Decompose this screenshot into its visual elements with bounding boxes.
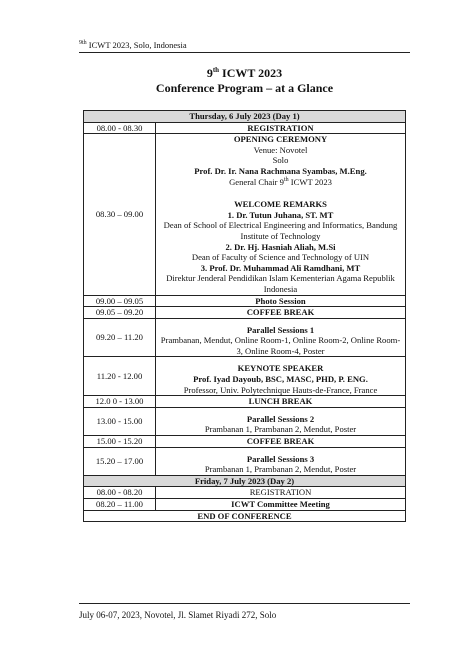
table-row (84, 396, 406, 408)
title-sup: th (212, 66, 220, 74)
day1-header: Thursday, 6 July 2023 (Day 1) (84, 111, 406, 123)
event-cell (156, 447, 406, 475)
session-rooms: Prambanan, Mendut, Online Room-1, Online Room-2, Online Room-3, Online Room-4, Poster (160, 335, 401, 356)
time-cell: 15.00 - 15.20 (84, 436, 156, 448)
table-row (84, 436, 406, 448)
opening-role (158, 177, 403, 188)
event-cell: REGISTRATION (156, 487, 406, 499)
table-row (84, 307, 406, 319)
welcome-speaker-1: 1. Dr. Tutun Juhana, ST. MT (227, 209, 334, 220)
welcome-role-2: Dean of Faculty of Science and Technology of UIN (191, 252, 370, 263)
title-line1 (79, 66, 410, 81)
table-row (84, 510, 406, 522)
table-row (84, 134, 406, 295)
keynote-speaker: Prof. Iyad Dayoub, BSC, MASC, PHD, P. ENG. (193, 374, 368, 385)
title-num: 9 (206, 66, 213, 80)
title-line2: Conference Program – at a Glance (155, 81, 334, 95)
time-cell: 09.20 – 11.20 (84, 318, 156, 357)
table-row (84, 447, 406, 475)
time-cell: 15.20 – 17.00 (84, 447, 156, 475)
time-cell: 08.00 - 08.30 (84, 122, 156, 134)
welcome-speaker-2: 2. Dr. Hj. Hasniah Aliah, M.Si (225, 241, 336, 252)
event-cell (156, 407, 406, 435)
table-row (84, 487, 406, 499)
day2-header: Friday, 7 July 2023 (Day 2) (84, 475, 406, 487)
event-cell: ICWT Committee Meeting (156, 499, 406, 511)
time-cell: 09.00 – 09.05 (84, 295, 156, 307)
event-cell: LUNCH BREAK (156, 396, 406, 408)
opening-city: Solo (272, 155, 289, 166)
role-pre: General Chair 9 (229, 176, 284, 187)
title-event: ICWT 2023 (219, 66, 283, 80)
event-cell-opening (156, 134, 406, 295)
keynote-affiliation: Professor, Univ. Polytechnique Hauts-de-France, France (183, 384, 378, 395)
time-cell: 08.20 – 11.00 (84, 499, 156, 511)
event-cell (156, 318, 406, 357)
time-cell: 09.05 – 09.20 (84, 307, 156, 319)
event-cell: Photo Session (156, 295, 406, 307)
footer-rule (79, 603, 410, 604)
time-cell: 08.00 - 08.20 (84, 487, 156, 499)
welcome-role-1: Dean of School of Electrical Engineering and Informatics, Bandung Institute of Technology (163, 220, 398, 241)
event-cell: REGISTRATION (156, 122, 406, 134)
event-cell: COFFEE BREAK (156, 436, 406, 448)
welcome-title: WELCOME REMARKS (234, 199, 327, 210)
session-rooms: Prambanan 1, Prambanan 2, Mendut, Poster (204, 424, 357, 435)
running-header (79, 40, 409, 50)
time-cell: 12.0 0 - 13.00 (84, 396, 156, 408)
table-row (84, 357, 406, 396)
day2-header-row (84, 475, 406, 487)
time-cell: 08.30 – 09.00 (84, 134, 156, 295)
opening-venue: Venue: Novotel (253, 144, 308, 155)
session-rooms: Prambanan 1, Prambanan 2, Mendut, Poster (204, 464, 357, 475)
event-cell (156, 357, 406, 396)
running-footer: July 06-07, 2023, Novotel, Jl. Slamet Riyadi 272, Solo (79, 610, 277, 620)
time-cell: 11.20 - 12.00 (84, 357, 156, 396)
keynote-title: KEYNOTE SPEAKER (237, 363, 324, 374)
event-cell: COFFEE BREAK (156, 307, 406, 319)
opening-speaker: Prof. Dr. Ir. Nana Rachmana Syambas, M.Eng. (194, 165, 367, 176)
session-title: Parallel Sessions 2 (246, 413, 315, 424)
header-sup: 9th (79, 40, 87, 47)
opening-title: OPENING CEREMONY (233, 134, 328, 145)
table-row (84, 295, 406, 307)
end-of-conference: END OF CONFERENCE (84, 510, 406, 522)
welcome-role-3: Direktur Jenderal Pendidikan Islam Kementerian Agama Republik Indonesia (166, 273, 395, 294)
table-row (84, 318, 406, 357)
time-cell: 13.00 - 15.00 (84, 407, 156, 435)
table-row (84, 122, 406, 134)
role-post: ICWT 2023 (288, 176, 332, 187)
program-table (83, 110, 406, 522)
day1-header-row (84, 111, 406, 123)
page-title (79, 66, 410, 96)
role-sup: th (283, 176, 289, 183)
session-title: Parallel Sessions 1 (246, 324, 315, 335)
header-text: ICWT 2023, Solo, Indonesia (86, 40, 187, 50)
table-row (84, 499, 406, 511)
table-row (84, 407, 406, 435)
welcome-speaker-3: 3. Prof. Dr. Muhammad Ali Ramdhani, MT (200, 262, 361, 273)
header-rule (79, 52, 410, 53)
session-title: Parallel Sessions 3 (246, 453, 315, 464)
